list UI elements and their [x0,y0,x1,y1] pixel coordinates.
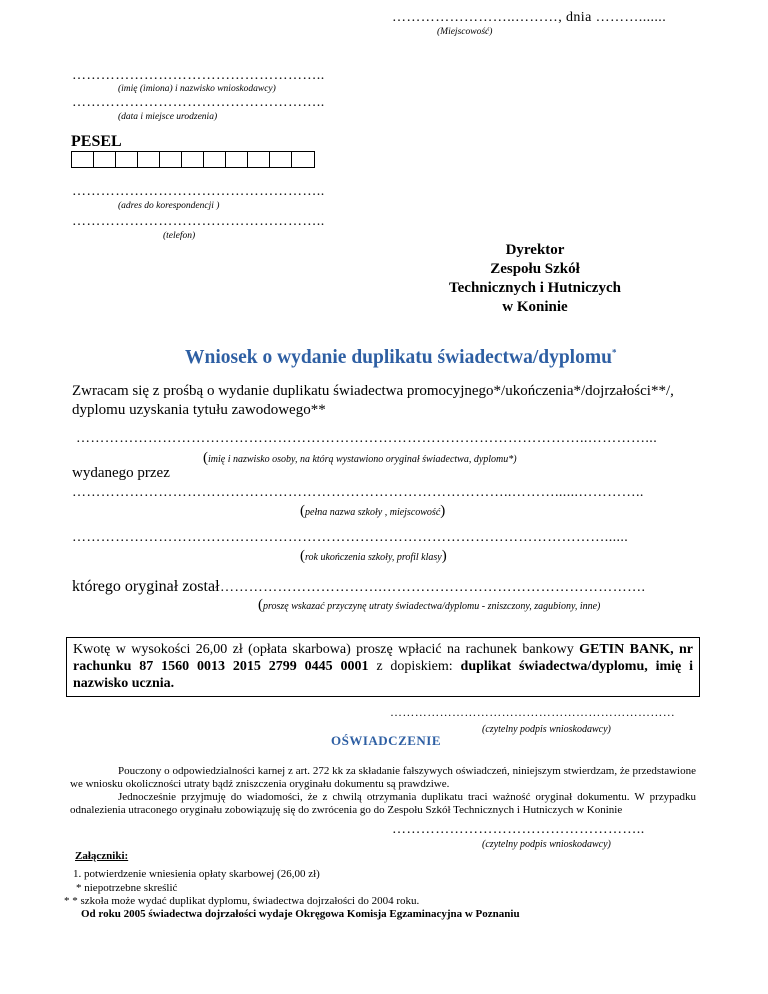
pesel-cell[interactable] [94,152,116,167]
birth-date-place-field[interactable]: …………………………………………….. [72,95,325,110]
pesel-cell[interactable] [116,152,138,167]
declaration-paragraph-1: Pouczony o odpowiedzialności karnej z art. 272 kk za składanie fałszywych oświadczeń, niniejszym stwierdzam, że przedstawione we wniosku okoliczności utraty bądź zniszczenia oryginału dokumentu są prawdziwe. [70,765,696,790]
payment-title-end: świadectwa/dyplomu, imię i nazwisko ucznia. [73,659,694,691]
declaration-paragraph-2: Jednocześnie przyjmuję do wiadomości, że z chwilą otrzymania duplikatu traci ważność oryginał dokumentu. W przypadku odnalezienia utraconego oryginału zobowiązuję się do zwrócenia go do Zespołu Szkół Technicznych i Hutniczych w Koninie [70,791,696,816]
footnote-3: Od roku 2005 świadectwa dojrzałości wydaje Okręgowa Komisja Egzaminacyjna w Poznaniu [81,908,520,920]
attachment-item: 1. potwierdzenie wniesienia opłaty skarbowej (26,00 zł) [73,868,320,880]
applicant-name-caption: (imię (imiona) i nazwisko wnioskodawcy) [118,84,276,94]
original-label: którego oryginał został [72,578,220,595]
place-caption: (Miejscowość) [437,27,493,37]
pesel-label: PESEL [71,133,122,150]
title-footnote-marker: * [611,347,617,358]
pesel-cell[interactable] [138,152,160,167]
attachments-heading: Załączniki: [75,850,129,862]
person-caption: (imię i nazwisko osoby, na którą wystawiono oryginał świadectwa, dyplomu*) [203,450,517,466]
recipient-line: Technicznych i Hutniczych [449,280,621,296]
person-name-field[interactable]: ……………………………………………………………………………………………..…………... [76,431,658,446]
declaration-heading: OŚWIADCZENIE [331,733,442,748]
issued-by-label: wydanego przez [72,465,170,481]
phone-caption: (telefon) [163,231,196,241]
signature-field-2[interactable]: …………………………………………….. [392,822,645,837]
payment-text: Kwotę w wysokości 26,00 zł (opłata skarbowa) proszę wpłacić na rachunek bankowy [73,642,574,657]
pesel-cell[interactable] [72,152,94,167]
phone-field[interactable]: …………………………………………….. [72,214,325,229]
signature-field-1[interactable]: …………………………………………………………… [390,705,676,719]
loss-reason-caption: (proszę wskazać przyczynę utraty świadectwa/dyplomu - zniszczony, zagubiony, inne) [258,597,601,613]
loss-reason-field[interactable]: …………………………….………………………………………………. [220,580,646,595]
recipient-line: w Koninie [502,299,568,315]
school-caption: (pełna nazwa szkoły , miejscowość) [300,503,446,519]
footnote-2: * * szkoła może wydać duplikat dyplomu, świadectwa dojrzałości do 2004 roku. [64,895,420,907]
applicant-name-field[interactable]: …………………………………………….. [72,68,325,83]
birth-caption: (data i miejsce urodzenia) [118,112,218,122]
bank-account: GETIN BANK, nr rachunku 87 1560 0013 2015 2799 0445 0001 [73,642,693,674]
recipient-line: Dyrektor [505,242,565,258]
pesel-cell[interactable] [292,152,314,167]
request-line-1: Zwracam się z prośbą o wydanie duplikatu świadectwa promocyjnego*/ukończenia*/dojrzałości**/, [72,383,674,399]
title-text: Wniosek o wydanie duplikatu świadectwa/dyplomu [185,347,612,368]
request-line-2: dyplomu uzyskania tytułu zawodowego** [72,402,326,418]
pesel-cell[interactable] [182,152,204,167]
pesel-grid[interactable] [71,151,315,168]
payment-title-start: duplikat [460,659,512,674]
graduation-year-field[interactable]: …………………………………………………………………………………………………...... [72,530,629,545]
signature-caption-2: (czytelny podpis wnioskodawcy) [482,839,611,850]
place-date-line[interactable]: ……………………..………, dnia ………....... [392,10,667,25]
year-caption: (rok ukończenia szkoły, profil klasy) [300,548,447,564]
pesel-cell[interactable] [226,152,248,167]
pesel-cell[interactable] [204,152,226,167]
signature-caption-1: (czytelny podpis wnioskodawcy) [482,724,611,735]
recipient-address [440,241,630,317]
footnote-1: * niepotrzebne skreślić [76,882,178,894]
payment-info-box [66,637,700,697]
recipient-line: Zespołu Szkół [490,261,580,277]
pesel-cell[interactable] [270,152,292,167]
payment-note: z dopiskiem: [368,659,461,674]
document-title [185,347,616,369]
pesel-cell[interactable] [248,152,270,167]
address-field[interactable]: …………………………………………….. [72,184,325,199]
school-field[interactable]: ………………………………………………………………………………..………......………….. [72,485,644,500]
pesel-cell[interactable] [160,152,182,167]
address-caption: (adres do korespondencji ) [118,201,220,211]
